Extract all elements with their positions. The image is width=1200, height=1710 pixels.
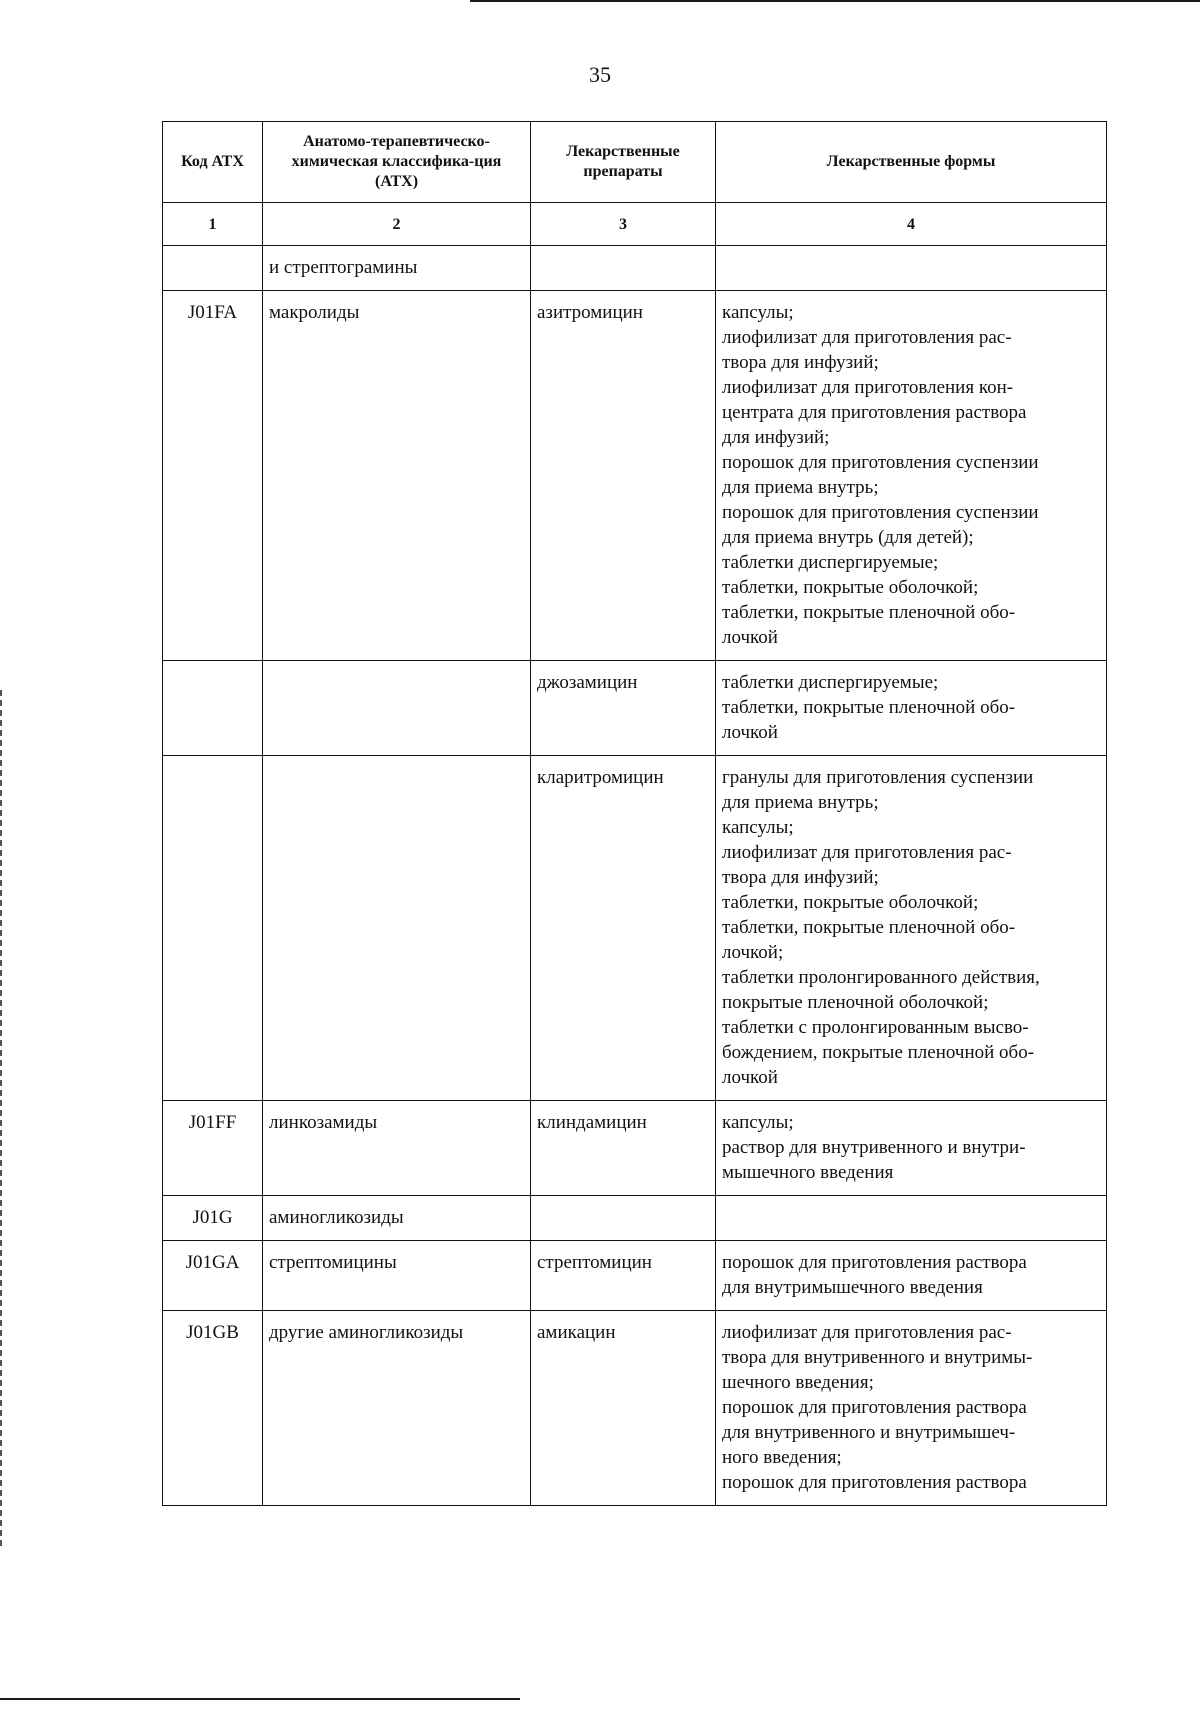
drug-cell: клиндамицин [531, 1101, 716, 1196]
forms-cell [716, 1101, 1107, 1196]
form-line: таблетки, покрытые оболочкой; [722, 892, 979, 913]
drug-cell [531, 246, 716, 291]
table-row [163, 246, 1107, 291]
table-row [163, 661, 1107, 756]
drug-cell: амикацин [531, 1311, 716, 1506]
page-number: 35 [589, 62, 611, 87]
form-line: для приема внутрь; [722, 792, 879, 813]
form-line: порошок для приготовления раствора [722, 1472, 1027, 1493]
form-line: для приема внутрь; [722, 477, 879, 498]
form-line: капсулы; [722, 1112, 794, 1133]
scan-border-left [0, 690, 2, 1550]
form-line: порошок для приготовления суспензии [722, 452, 1039, 473]
classification-cell [263, 661, 531, 756]
header-classification: Анатомо-терапевтическо-химическая классифика-ция (АТХ) [263, 122, 531, 203]
form-line: таблетки, покрытые пленочной обо- [722, 917, 1016, 938]
classification-cell: макролиды [263, 291, 531, 661]
drug-cell: джозамицин [531, 661, 716, 756]
form-line: бождением, покрытые пленочной обо- [722, 1042, 1035, 1063]
form-line: покрытые пленочной оболочкой; [722, 992, 989, 1013]
classification-cell: стрептомицины [263, 1241, 531, 1311]
drug-cell: стрептомицин [531, 1241, 716, 1311]
form-line: раствор для внутривенного и внутри- [722, 1137, 1026, 1158]
table-row [163, 1241, 1107, 1311]
scan-border-top [470, 0, 1200, 2]
code-cell [163, 756, 263, 1101]
form-line: порошок для приготовления раствора [722, 1252, 1027, 1273]
form-line: твора для внутривенного и внутримы- [722, 1347, 1033, 1368]
column-number-row [163, 203, 1107, 246]
form-line: твора для инфузий; [722, 867, 879, 888]
table-row [163, 1101, 1107, 1196]
drug-cell: азитромицин [531, 291, 716, 661]
forms-cell [716, 1196, 1107, 1241]
form-line: лочкой [722, 722, 778, 743]
form-line: шечного введения; [722, 1372, 874, 1393]
form-line: лиофилизат для приготовления рас- [722, 1322, 1012, 1343]
form-line: порошок для приготовления раствора [722, 1397, 1027, 1418]
column-number: 4 [716, 203, 1107, 246]
code-cell: J01GB [163, 1311, 263, 1506]
form-line: лиофилизат для приготовления кон- [722, 377, 1014, 398]
form-line: мышечного введения [722, 1162, 894, 1183]
form-line: гранулы для приготовления суспензии [722, 767, 1034, 788]
form-line: таблетки, покрытые пленочной обо- [722, 697, 1016, 718]
code-cell [163, 246, 263, 291]
form-line: капсулы; [722, 302, 794, 323]
form-line: лиофилизат для приготовления рас- [722, 842, 1012, 863]
forms-cell [716, 661, 1107, 756]
column-number: 2 [263, 203, 531, 246]
forms-cell [716, 1311, 1107, 1506]
classification-cell [263, 756, 531, 1101]
table-row [163, 756, 1107, 1101]
header-forms: Лекарственные формы [716, 122, 1107, 203]
header-row [163, 122, 1107, 203]
table-row [163, 291, 1107, 661]
classification-cell: и стрептограмины [263, 246, 531, 291]
classification-cell: другие аминогликозиды [263, 1311, 531, 1506]
classification-cell: аминогликозиды [263, 1196, 531, 1241]
form-line: ного введения; [722, 1447, 842, 1468]
header-drugs: Лекарственные препараты [531, 122, 716, 203]
drug-cell [531, 1196, 716, 1241]
code-cell: J01G [163, 1196, 263, 1241]
form-line: лочкой [722, 1067, 778, 1088]
form-line: таблетки с пролонгированным высво- [722, 1017, 1029, 1038]
form-line: лочкой [722, 627, 778, 648]
form-line: для приема внутрь (для детей); [722, 527, 974, 548]
form-line: таблетки пролонгированного действия, [722, 967, 1040, 988]
code-cell: J01FA [163, 291, 263, 661]
form-line: лиофилизат для приготовления рас- [722, 327, 1012, 348]
form-line: центрата для приготовления раствора [722, 402, 1027, 423]
code-cell: J01FF [163, 1101, 263, 1196]
form-line: таблетки, покрытые пленочной обо- [722, 602, 1016, 623]
form-line: таблетки диспергируемые; [722, 552, 939, 573]
classification-cell: линкозамиды [263, 1101, 531, 1196]
form-line: лочкой; [722, 942, 784, 963]
form-line: порошок для приготовления суспензии [722, 502, 1039, 523]
forms-cell [716, 246, 1107, 291]
table-row [163, 1311, 1107, 1506]
code-cell [163, 661, 263, 756]
scan-border-bottom [0, 1698, 520, 1700]
atx-table [162, 121, 1107, 1506]
form-line: для внутривенного и внутримышеч- [722, 1422, 1016, 1443]
form-line: таблетки диспергируемые; [722, 672, 939, 693]
form-line: для инфузий; [722, 427, 830, 448]
form-line: капсулы; [722, 817, 794, 838]
forms-cell [716, 1241, 1107, 1311]
form-line: таблетки, покрытые оболочкой; [722, 577, 979, 598]
column-number: 3 [531, 203, 716, 246]
header-code: Код АТХ [163, 122, 263, 203]
table-row [163, 1196, 1107, 1241]
form-line: для внутримышечного введения [722, 1277, 983, 1298]
column-number: 1 [163, 203, 263, 246]
forms-cell [716, 756, 1107, 1101]
forms-cell [716, 291, 1107, 661]
drug-cell: кларитромицин [531, 756, 716, 1101]
form-line: твора для инфузий; [722, 352, 879, 373]
code-cell: J01GA [163, 1241, 263, 1311]
